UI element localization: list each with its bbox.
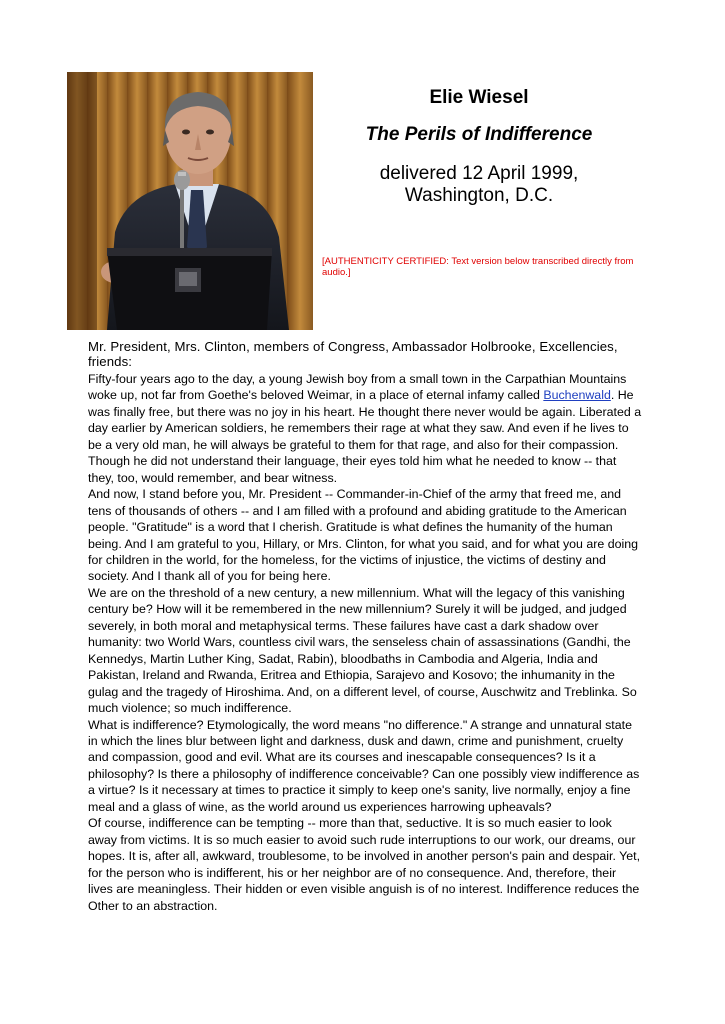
speech-header [320,86,638,207]
salutation: Mr. President, Mrs. Clinton, members of Congress, Ambassador Holbrooke, Excellencies, friends: [88,339,618,369]
paragraph-4: What is indifference? Etymologically, the word means "no difference." A strange and unnatural state in which the lines blur between light and darkness, dusk and dawn, crime and punishment, cruelty and compassion, good and evil. What are its courses and inescapable consequences? Is it a philosophy? Is there a philosophy of indifference conceivable? Can one possibly view indifference as a virtue? Is it necessary at times to practice it simply to keep one's sanity, live normally, enjoy a fine meal and a glass of wine, as the world around us experiences harrowing upheavals? [88,717,640,814]
paragraph-2: And now, I stand before you, Mr. President -- Commander-in-Chief of the army that freed me, and tens of thousands of others -- and I am filled with a profound and abiding gratitude to the American people. "Gratitude" is a word that I cherish. Gratitude is what defines the humanity of the human being. And I am grateful to you, Hillary, or Mrs. Clinton, for what you said, and for what you are doing for children in the world, for the homeless, for the victims of injustice, the victims of destiny and society. And I thank all of you for being here. [88,487,639,584]
speech-title: The Perils of Indifference [365,124,593,145]
speaker-photo-icon [67,72,313,330]
author-name: Elie Wiesel [429,87,529,108]
paragraph-1-text-b: . He was finally free, but there was no joy in his heart. He thought there never would be again. Liberated a day earlier by American soldiers, he remembers their rage at what they saw. And even if he lives to be a very old man, he will always be grateful to them for that rage, and also for their compassion. Though he did not understand their language, their eyes told him what he needed to know -- that they, too, would remember, and bear witness. [88,388,642,485]
speech-body [88,339,644,914]
paragraph-5: Of course, indifference can be tempting -- more than that, seductive. It is so much easier to look away from victims. It is so much easier to avoid such rude interruptions to our work, our dreams, our hopes. It is, after all, awkward, troublesome, to be involved in another person's pain and despair. Yet, for the person who is indifferent, his or her neighbor are of no consequence. And, therefore, their lives are meaningless. Their hidden or even visible anguish is of no interest. Indifference reduces the Other to an abstraction. [88,816,641,913]
paragraph-1 [88,371,644,486]
delivery-info [320,163,638,207]
buchenwald-link[interactable]: Buchenwald [543,388,611,403]
paragraph-1-text-a: Fifty-four years ago to the day, a young Jewish boy from a small town in the Carpathian Mountains woke up, not far from Goethe's beloved Weimar, in a place of eternal infamy called [88,372,627,403]
paragraph-3: We are on the threshold of a new century, a new millennium. What will the legacy of this vanishing century be? How will it be remembered in the new millennium? Surely it will be judged, and judged severely, in both moral and metaphysical terms. These failures have cast a dark shadow over humanity: two World Wars, countless civil wars, the senseless chain of assassinations (Gandhi, the Kennedys, Martin Luther King, Sadat, Rabin), bloodbaths in Cambodia and Algeria, India and Pakistan, Ireland and Rwanda, Eritrea and Ethiopia, Sarajevo and Kosovo; the inhumanity in the gulag and the tragedy of Hiroshima. And, on a different level, of course, Auschwitz and Treblinka. So much violence; so much indifference. [88,585,637,716]
authenticity-note: [AUTHENTICITY CERTIFIED: Text version below transcribed directly from audio.] [322,256,634,278]
speaker-photo [67,72,313,330]
delivery-location: Washington, D.C. [404,185,554,206]
delivery-date: delivered 12 April 1999, [379,163,579,184]
